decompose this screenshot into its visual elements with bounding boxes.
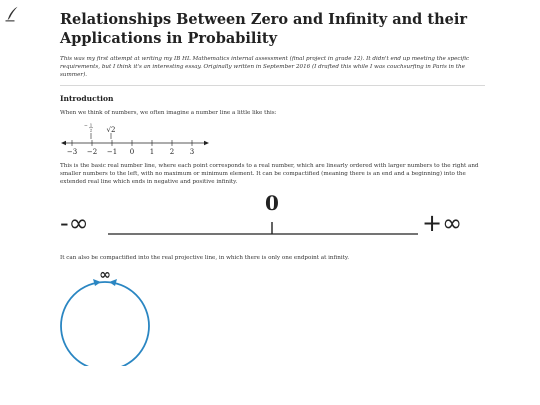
right-arrow-icon	[204, 141, 209, 145]
sqrt-two-label: √2	[106, 126, 116, 134]
number-line-figure	[60, 122, 220, 156]
paragraph-projective-line: It can also be compactified into the real projective line, in which there is only one endpoint at infinity.	[60, 255, 350, 261]
fraction-label	[84, 123, 93, 133]
article	[60, 10, 485, 366]
number-line-tick-label: −2	[86, 148, 98, 156]
author-note: This was my first attempt at writing my IB HL Mathematics internal assessment (final project in grade 12). It didn't end up meeting the specific requirements, but I think it's an interesting essay. Originally written in September 2016 (I drafted this while I was couchsurfing in Paris in the summer).	[60, 56, 470, 78]
extended-real-line-figure	[60, 190, 485, 248]
section-heading-introduction: Introduction	[60, 94, 114, 103]
number-line-tick-label: 1	[149, 148, 155, 156]
divider	[60, 85, 485, 86]
svg-text:−: −	[84, 124, 88, 129]
quill-logo-icon[interactable]	[5, 6, 19, 22]
number-line-tick-label: −3	[66, 148, 78, 156]
infinity-point-label: ∞	[99, 267, 111, 283]
number-line-tick-label: −1	[106, 148, 118, 156]
negative-infinity-label: -∞	[60, 209, 89, 237]
paragraph-real-line: This is the basic real number line, where each point corresponds to a real number, which are linearly ordered with larger numbers to the right and smaller numbers to the left, with no maximum or minimum element. It can be compactified (meaning there is an end and a beginning) into the extended real line which ends in negative and positive infinity.	[60, 163, 479, 185]
svg-text:2: 2	[89, 127, 93, 133]
positive-infinity-label: +∞	[422, 209, 463, 237]
projective-circle	[61, 282, 149, 366]
number-line-tick-label: 2	[169, 148, 175, 156]
zero-label: 0	[265, 191, 279, 215]
page-title: Relationships Between Zero and Infinity and their Applications in Probability	[60, 11, 467, 47]
number-line-tick-label: 0	[129, 148, 135, 156]
number-line-tick-label: 3	[189, 148, 195, 156]
svg-text:1: 1	[89, 122, 93, 128]
projective-line-figure	[60, 266, 160, 366]
left-arrow-icon	[61, 141, 66, 145]
paragraph-number-line-intro: When we think of numbers, we often imagine a number line a little like this:	[60, 110, 277, 116]
